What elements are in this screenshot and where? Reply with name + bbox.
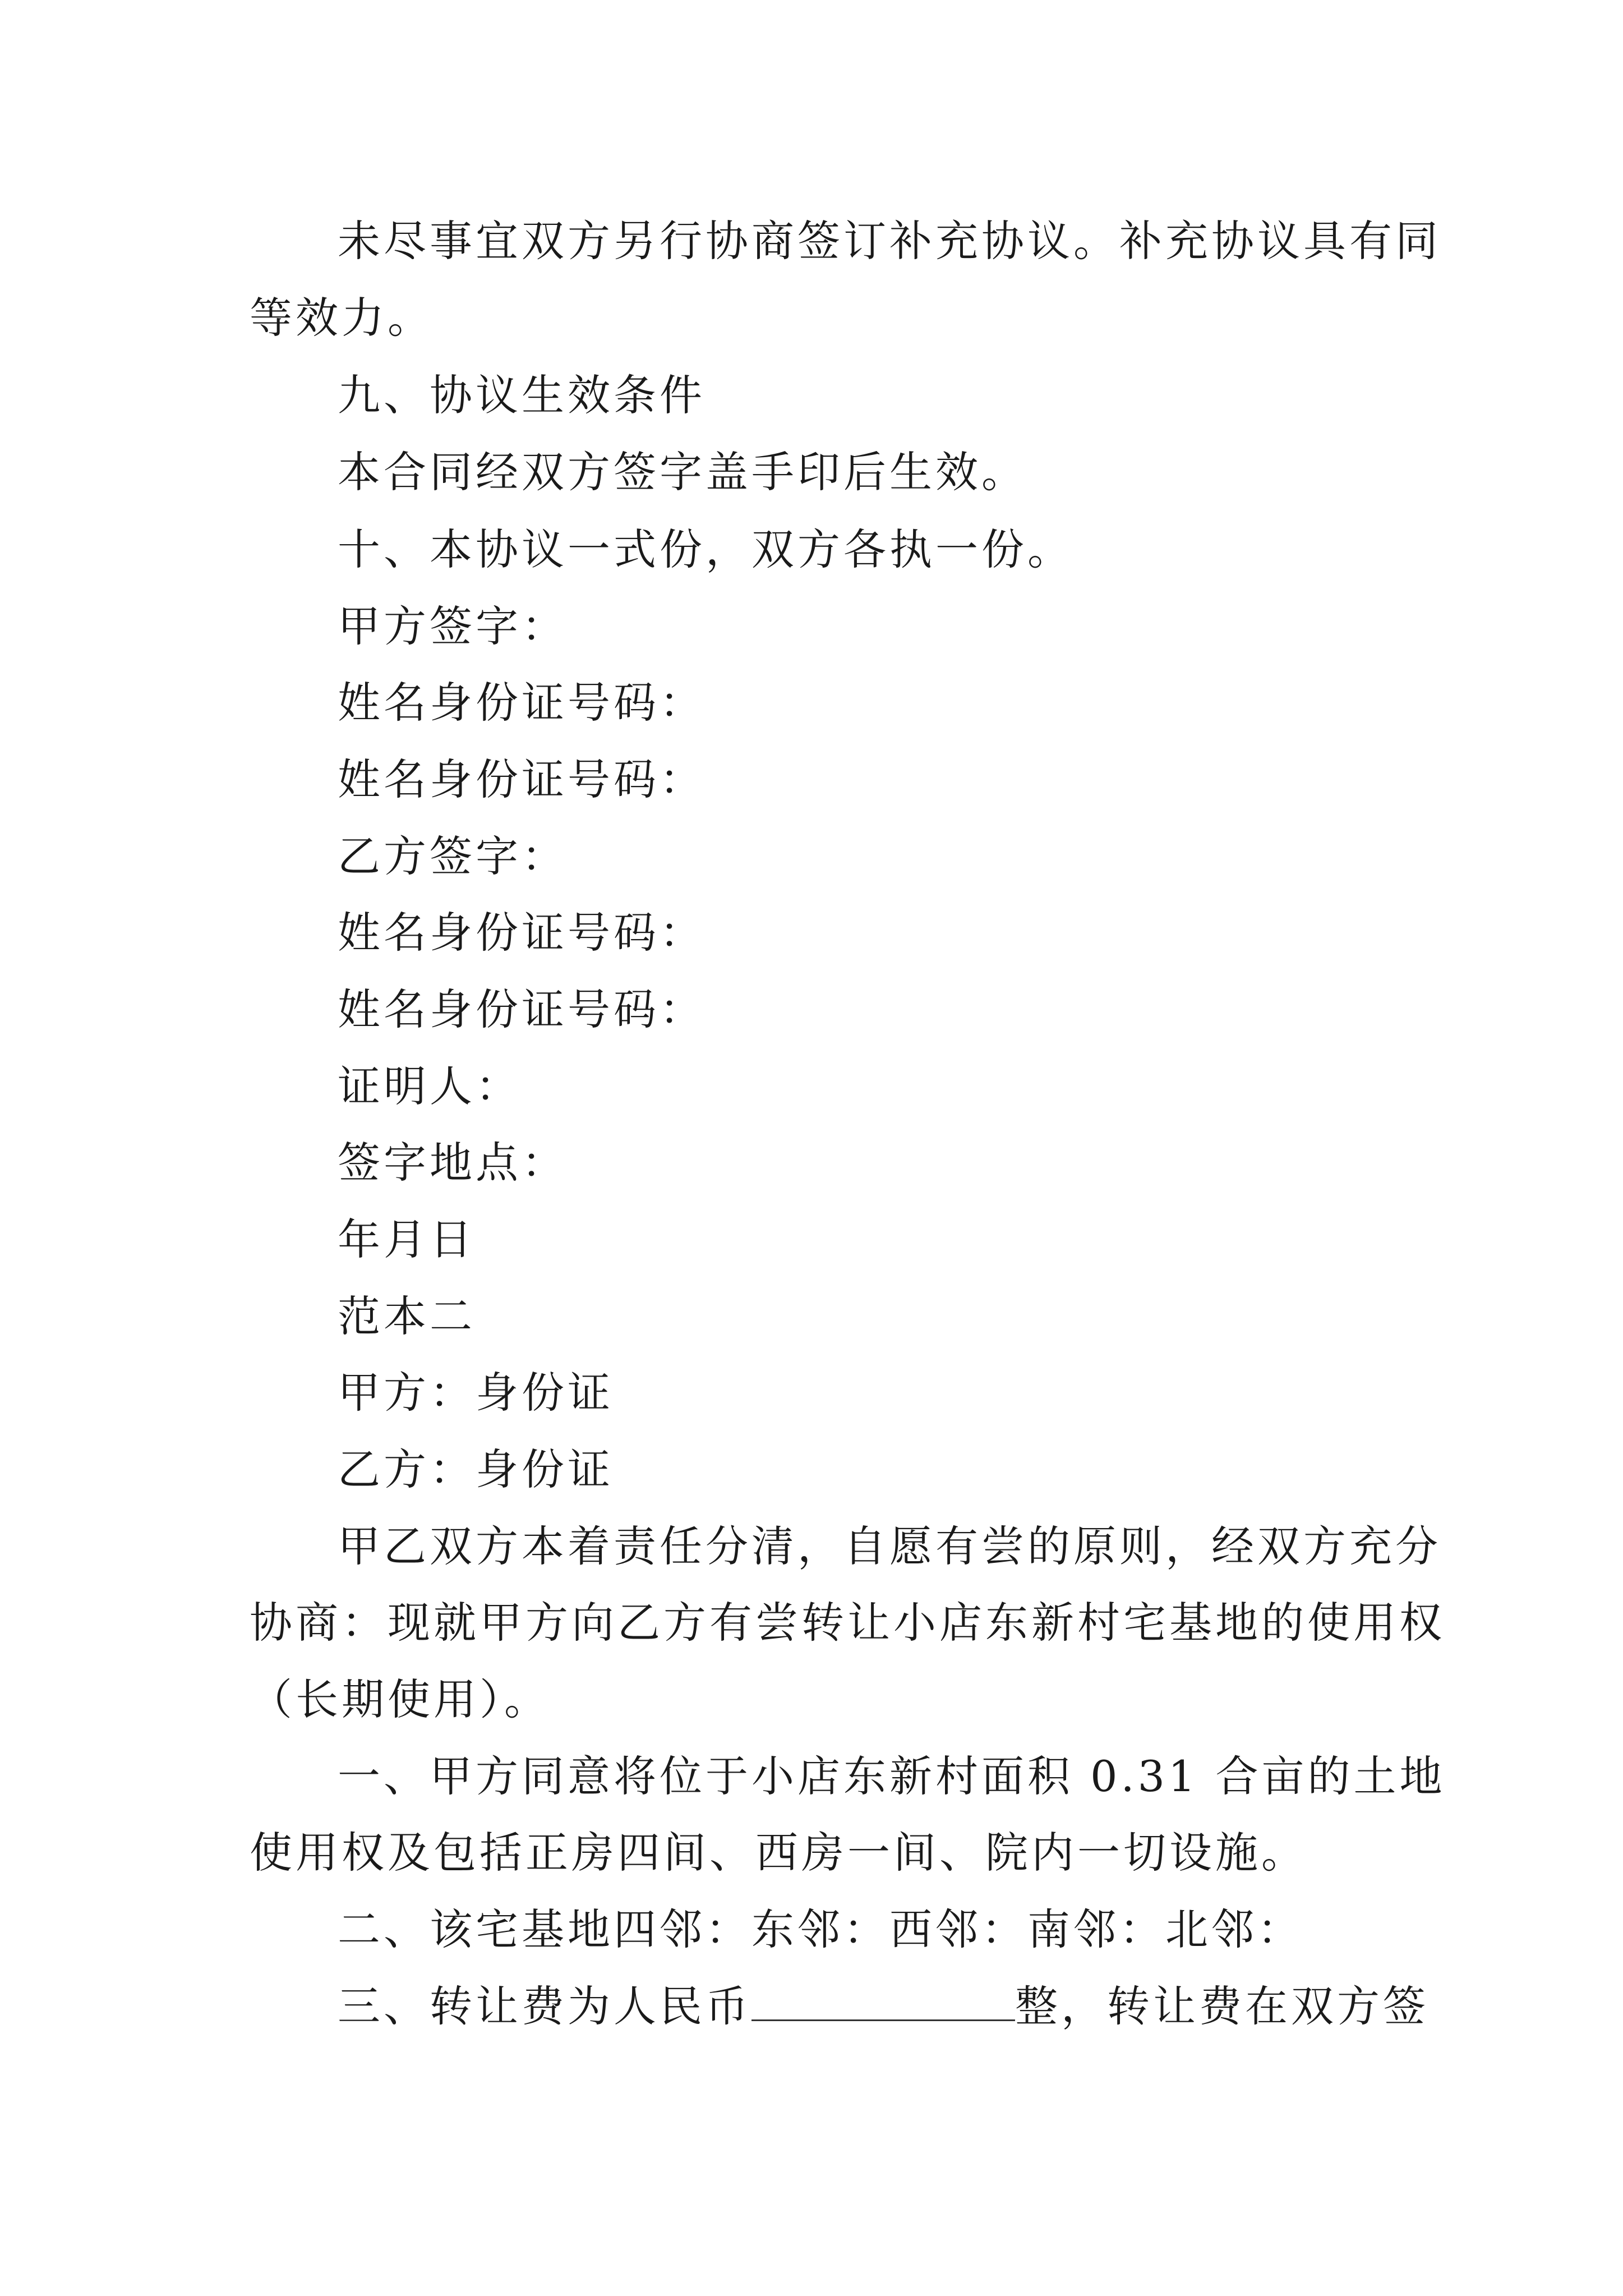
witness-label: 证明人： (338, 1061, 522, 1111)
clause-1-line-1: 一、甲方同意将位于小店东新村面积 0.31 合亩的土地 (338, 1751, 1446, 1801)
party-b-id-label-2: 姓名身份证号码： (338, 984, 706, 1034)
party-a-signature-label: 甲方签字： (338, 601, 568, 651)
section-heading-9: 九、协议生效条件 (338, 370, 706, 420)
clause-3-suffix: 整，转让费在双方签 (1015, 1981, 1429, 2031)
clause-1-line-2: 使用权及包括正房四间、西房一间、院内一切设施。 (250, 1828, 1307, 1878)
clause-3-prefix: 三、转让费为人民币 (338, 1981, 751, 2031)
party-a-id-label-2: 姓名身份证号码： (338, 754, 706, 804)
paragraph-line-5: 协商：现就甲方向乙方有尝转让小店东新村宅基地的使用权 (250, 1598, 1445, 1648)
party-b-signature-label: 乙方签字： (338, 831, 568, 881)
clause-2-line: 二、该宅基地四邻：东邻：西邻：南邻：北邻： (338, 1904, 1303, 1954)
paragraph-line-2: 等效力。 (250, 293, 434, 343)
amount-blank-field (751, 1985, 1015, 2021)
clause-3-line (338, 1981, 1429, 2032)
signing-place-label: 签字地点： (338, 1138, 568, 1188)
party-b-label: 乙方：身份证 (338, 1444, 614, 1494)
paragraph-line-3: 本合同经双方签字盖手印后生效。 (338, 447, 1027, 497)
template-two-heading: 范本二 (338, 1291, 476, 1341)
paragraph-line-1: 未尽事宜双方另行协商签订补充协议。补充协议具有同 (338, 216, 1441, 266)
date-label: 年月日 (338, 1214, 476, 1264)
party-b-id-label-1: 姓名身份证号码： (338, 908, 706, 958)
section-heading-10: 十、本协议一式份，双方各执一份。 (338, 524, 1073, 574)
party-a-label: 甲方：身份证 (338, 1368, 614, 1418)
paragraph-line-4: 甲乙双方本着责任分清，自愿有尝的原则，经双方充分 (338, 1521, 1441, 1571)
party-a-id-label-1: 姓名身份证号码： (338, 678, 706, 728)
paragraph-line-6: （长期使用）。 (250, 1674, 550, 1724)
